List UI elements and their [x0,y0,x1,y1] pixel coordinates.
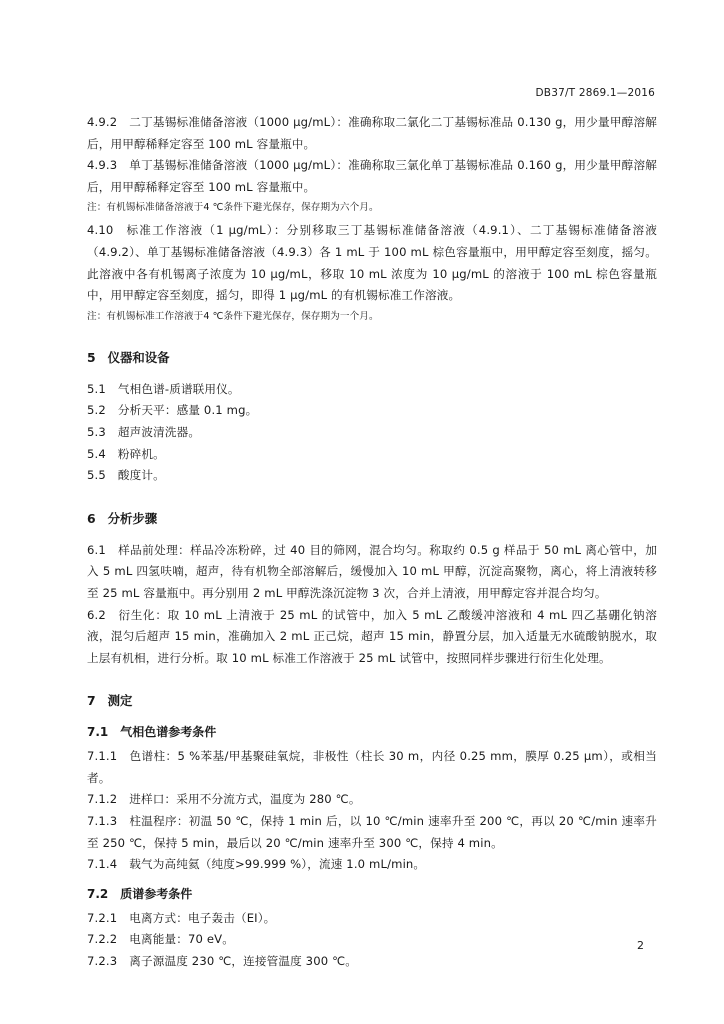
subsection-heading [87,884,657,904]
clause-paragraph [87,854,657,876]
clause-text: 单丁基锡标准储备溶液（1000 μg/mL）：准确称取三氯化单丁基锡标准品 0.160 g，用少量甲醇溶解后，用甲醇稀释定容至 100 mL 容量瓶中。 [87,158,657,194]
page-number: 2 [637,939,644,952]
clause-number: 5.5 [87,468,106,483]
clause-text: 粉碎机。 [117,446,165,461]
clause-number: 5.1 [87,381,106,396]
section-heading [87,509,657,529]
clause-number: 7 [87,693,96,709]
section-heading [87,691,657,711]
clause-text: 二丁基锡标准储备溶液（1000 μg/mL）：准确称取二氯化二丁基锡标准品 0.130 g，用少量甲醇溶解后，用甲醇稀释定容至 100 mL 容量瓶中。 [87,115,657,151]
note-paragraph [87,198,657,217]
clause-number: 6.2 [87,607,106,622]
clause-number: 4.9.3 [87,158,118,173]
clause-paragraph [87,465,657,487]
clause-paragraph [87,746,657,789]
clause-number: 5.4 [87,446,106,461]
note-text: 注：有机锡标准工作溶液于4 ℃条件下避光保存，保存期为一个月。 [87,310,379,322]
clause-paragraph [87,155,657,198]
clause-text: 色谱柱：5 %苯基/甲基聚硅氧烷，非极性（柱长 30 m，内径 0.25 mm，膜厚 0.25 μm），或相当者。 [87,749,657,785]
clause-paragraph [87,220,657,306]
clause-number: 7.2.3 [87,954,118,969]
clause-text: 样品前处理：样品冷冻粉碎，过 40 目的筛网，混合均匀。称取约 0.5 g 样品于 50 mL 离心管中，加入 5 mL 四氢呋喃，超声，待有机物全部溶解后，缓慢加入 10 mL 甲醇，沉淀高聚物，离心，将上清液转移至 25 mL 容量瓶中。再分别用 2 mL 甲醇洗涤沉淀物 3 次，合并上清液，用甲醇定容并混合均匀。 [87,542,657,600]
clause-paragraph [87,422,657,444]
clause-paragraph [87,444,657,466]
clause-text: 仪器和设备 [107,349,170,365]
clause-number: 7.2.2 [87,932,118,947]
clause-number: 4.9.2 [87,115,118,129]
clause-number: 5.2 [87,403,106,418]
clause-text: 超声波清洗器。 [117,424,201,439]
clause-text: 电离方式：电子轰击（EI）。 [129,910,276,925]
clause-number: 7.1.3 [87,814,118,829]
clause-text: 离子源温度 230 ℃，连接管温度 300 ℃。 [129,954,358,969]
section-heading [87,348,657,368]
clause-number: 6 [87,510,96,526]
clause-text: 电离能量：70 eV。 [129,932,234,947]
clause-text: 酸度计。 [117,468,165,483]
clause-number: 7.1.2 [87,792,118,807]
clause-text: 进样口：采用不分流方式，温度为 280 ℃。 [129,792,361,807]
clause-text: 柱温程序：初温 50 ℃，保持 1 min 后，以 10 ℃/min 速率升至 200 ℃，再以 20 ℃/min 速率升至 250 ℃，保持 5 min，最后以 20 ℃/min 速率升至 300 ℃，保持 4 min。 [87,814,657,850]
clause-paragraph [87,540,657,605]
clause-number: 7.2 [87,886,109,901]
note-text: 注：有机锡标准储备溶液于4 ℃条件下避光保存，保存期为六个月。 [87,202,379,214]
clause-number: 7.1.1 [87,749,118,764]
document-body [87,112,657,973]
document-code: DB37/T 2869.1—2016 [535,87,655,99]
clause-text: 测定 [107,693,133,709]
clause-number: 5 [87,349,96,365]
clause-text: 质谱参考条件 [120,886,193,901]
clause-text: 载气为高纯氦（纯度>99.999 %），流速 1.0 mL/min。 [129,857,426,872]
clause-text: 分析步骤 [107,510,158,526]
clause-paragraph [87,605,657,670]
clause-number: 7.2.1 [87,910,118,925]
clause-number: 4.10 [87,223,114,238]
clause-text: 气相色谱-质谱联用仪。 [117,381,240,396]
clause-paragraph [87,400,657,422]
clause-text: 气相色谱参考条件 [120,725,217,740]
clause-paragraph [87,908,657,930]
clause-paragraph [87,929,657,951]
clause-number: 6.1 [87,542,106,557]
clause-paragraph [87,112,657,155]
clause-text: 衍生化：取 10 mL 上清液于 25 mL 的试管中，加入 5 mL 乙酸缓冲溶液和 4 mL 四乙基硼化钠溶液，混匀后超声 15 min，准确加入 2 mL 正己烷，超声 15 min，静置分层，加入适量无水硫酸钠脱水，取上层有机相，进行分析。取 10 mL 标准工作溶液于 25 mL 试管中，按照同样步骤进行衍生化处理。 [87,607,657,665]
clause-number: 7.1.4 [87,857,118,872]
clause-number: 7.1 [87,725,109,740]
clause-text: 标准工作溶液（1 μg/mL）：分别移取三丁基锡标准储备溶液（4.9.1）、二丁基锡标准储备溶液（4.9.2）、单丁基锡标准储备溶液（4.9.3）各 1 mL 于 100 mL 棕色容量瓶中，用甲醇定容至刻度，摇匀。此溶液中各有机锡离子浓度为 10 μg/mL，移取 10 mL 浓度为 10 μg/mL 的溶液于 100 mL 棕色容量瓶中，用甲醇定容至刻度，摇匀，即得 1 μg/mL 的有机锡标准工作溶液。 [87,223,657,303]
subsection-heading [87,722,657,742]
clause-paragraph [87,951,657,973]
clause-number: 5.3 [87,424,106,439]
clause-paragraph [87,789,657,811]
clause-paragraph [87,811,657,854]
clause-paragraph [87,379,657,401]
note-paragraph [87,307,657,326]
clause-text: 分析天平：感量 0.1 mg。 [117,403,258,418]
